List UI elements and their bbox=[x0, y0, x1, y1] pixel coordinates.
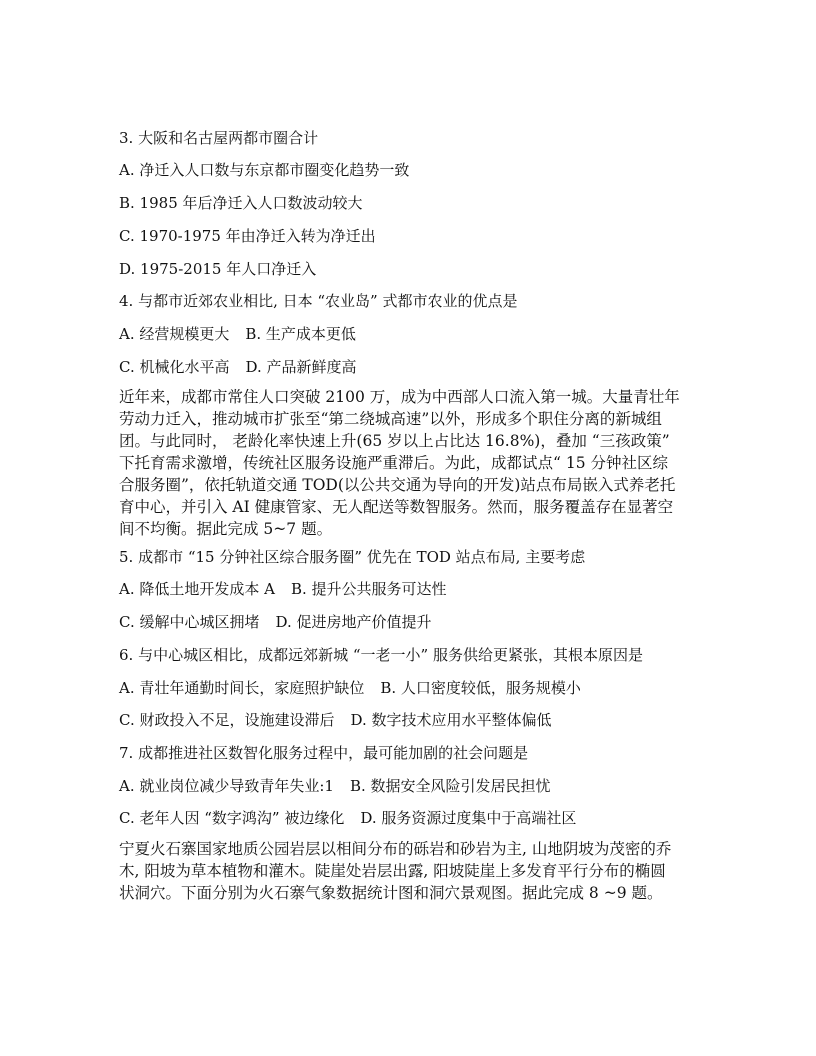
q3-option-b: B. 1985 年后净迁入人口数波动较大 bbox=[119, 194, 363, 212]
q4-options-row-2 bbox=[119, 357, 357, 377]
q5-option-d: D. 促进房地产价值提升 bbox=[275, 613, 432, 631]
q4-option-c: C. 机械化水平高 bbox=[119, 358, 230, 376]
passage-huoshizhai bbox=[119, 838, 704, 904]
passage-line: 宁夏火石寨国家地质公园岩层以相间分布的砾岩和砂岩为主, 山地阴坡为茂密的乔 bbox=[119, 840, 672, 858]
passage-line: 育中心，并引入 AI 健康管家、无人配送等数智服务。然而，服务覆盖存在显著空 bbox=[119, 498, 674, 516]
q7-stem: 7. 成都推进社区数智化服务过程中，最可能加剧的社会问题是 bbox=[119, 744, 529, 762]
passage-line: 木, 阳坡为草本植物和灌木。陡崖处岩层出露, 阳坡陡崖上多发育平行分布的椭圆 bbox=[119, 862, 666, 880]
q7-options-row-1 bbox=[119, 776, 551, 796]
q6-stem: 6. 与中心城区相比，成都远郊新城 “一老一小” 服务供给更紧张，其根本原因是 bbox=[119, 646, 643, 664]
q5-options-row-2 bbox=[119, 612, 432, 632]
q7-option-b: B. 数据安全风险引发居民担忧 bbox=[349, 777, 551, 795]
passage-line: 劳动力迁入，推动城市扩张至“第二绕城高速”以外，形成多个职住分离的新城组 bbox=[119, 410, 662, 428]
q4-option-a: A. 经营规模更大 bbox=[119, 325, 230, 343]
q4-options-row-1 bbox=[119, 324, 356, 344]
q4-option-d: D. 产品新鲜度高 bbox=[245, 358, 357, 376]
q6-option-b: B. 人口密度较低，服务规模小 bbox=[380, 679, 581, 697]
q3-option-c: C. 1970-1975 年由净迁入转为净迁出 bbox=[119, 227, 376, 245]
q6-options-row-2 bbox=[119, 710, 552, 730]
q6-option-a: A. 青壮年通勤时间长，家庭照护缺位 bbox=[119, 679, 365, 697]
passage-line: 近年来，成都市常住人口突破 2100 万，成为中西部人口流入第一城。大量青壮年 bbox=[119, 388, 680, 406]
q5-option-a: A. 降低土地开发成本 A bbox=[119, 580, 275, 598]
passage-line: 状洞穴。下面分别为火石寨气象数据统计图和洞穴景观图。据此完成 8 ~9 题。 bbox=[119, 884, 663, 902]
q4-option-b: B. 生产成本更低 bbox=[245, 325, 356, 343]
q3-option-d: D. 1975-2015 年人口净迁入 bbox=[119, 260, 317, 278]
q5-options-row-1 bbox=[119, 579, 447, 599]
passage-line: 合服务圈”，依托轨道交通 TOD(以公共交通为导向的开发)站点布局嵌入式养老托 bbox=[119, 476, 676, 494]
q5-option-b: B. 提升公共服务可达性 bbox=[290, 580, 447, 598]
passage-line: 团。与此同时， 老龄化率快速上升(65 岁以上占比达 16.8%)，叠加 “三孩政策” bbox=[119, 432, 670, 450]
q3-stem: 3. 大阪和名古屋两都市圈合计 bbox=[119, 129, 319, 147]
q4-stem: 4. 与都市近郊农业相比, 日本 “农业岛” 式都市农业的优点是 bbox=[119, 292, 518, 310]
q7-option-d: D. 服务资源过度集中于高端社区 bbox=[360, 809, 577, 827]
q7-option-a: A. 就业岗位减少导致青年失业:1 bbox=[119, 777, 334, 795]
q6-option-d: D. 数字技术应用水平整体偏低 bbox=[350, 711, 552, 729]
passage-chengdu bbox=[119, 386, 704, 540]
q7-option-c: C. 老年人因 “数字鸿沟” 被边缘化 bbox=[119, 809, 345, 827]
q6-option-c: C. 财政投入不足，设施建设滞后 bbox=[119, 711, 335, 729]
q5-option-c: C. 缓解中心城区拥堵 bbox=[119, 613, 260, 631]
q7-options-row-2 bbox=[119, 808, 576, 828]
passage-line: 下托育需求激增，传统社区服务设施严重滞后。为此，成都试点“ 15 分钟社区综 bbox=[119, 454, 669, 472]
passage-line: 间不均衡。据此完成 5~7 题。 bbox=[119, 520, 333, 538]
q5-stem: 5. 成都市 “15 分钟社区综合服务圈” 优先在 TOD 站点布局, 主要考虑 bbox=[119, 548, 586, 566]
q3-option-a: A. 净迁入人口数与东京都市圈变化趋势一致 bbox=[119, 161, 410, 179]
q6-options-row-1 bbox=[119, 678, 581, 698]
